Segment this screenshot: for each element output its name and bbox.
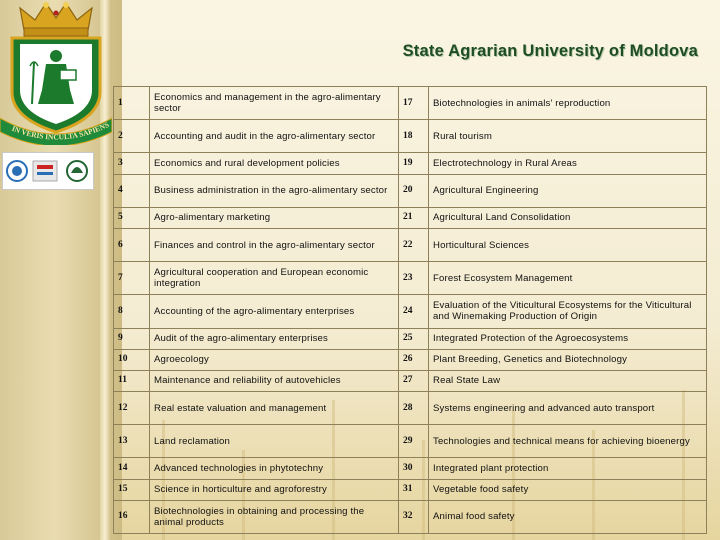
- program-name: Advanced technologies in phytotechny: [150, 458, 399, 479]
- program-name: Horticultural Sciences: [429, 228, 707, 261]
- program-name: Rural tourism: [429, 120, 707, 153]
- program-number: 2: [114, 120, 150, 153]
- program-number: 18: [399, 120, 429, 153]
- study-programs-body: [114, 87, 707, 534]
- program-number: 8: [114, 295, 150, 328]
- program-number: 20: [399, 174, 429, 207]
- partner-logos: [2, 152, 94, 190]
- program-number: 7: [114, 262, 150, 295]
- program-name: Forest Ecosystem Management: [429, 262, 707, 295]
- program-name: Biotechnologies in obtaining and processing the animal products: [150, 500, 399, 533]
- table-row: [114, 479, 707, 500]
- program-number: 28: [399, 392, 429, 425]
- program-number: 19: [399, 153, 429, 174]
- program-number: 31: [399, 479, 429, 500]
- program-number: 22: [399, 228, 429, 261]
- table-row: [114, 370, 707, 391]
- table-row: [114, 425, 707, 458]
- crown-icon: [20, 2, 92, 36]
- program-name: Plant Breeding, Genetics and Biotechnology: [429, 349, 707, 370]
- program-number: 30: [399, 458, 429, 479]
- program-number: 17: [399, 87, 429, 120]
- program-name: Agroecology: [150, 349, 399, 370]
- program-name: Economics and management in the agro-alimentary sector: [150, 87, 399, 120]
- program-name: Integrated Protection of the Agroecosystems: [429, 328, 707, 349]
- program-name: Electrotechnology in Rural Areas: [429, 153, 707, 174]
- program-name: Business administration in the agro-alimentary sector: [150, 174, 399, 207]
- program-name: Evaluation of the Viticultural Ecosystems for the Viticultural and Winemaking Production of Origin: [429, 295, 707, 328]
- study-programs-table: [113, 86, 707, 534]
- table-row: [114, 349, 707, 370]
- program-name: Technologies and technical means for achieving bioenergy: [429, 425, 707, 458]
- program-name: Land reclamation: [150, 425, 399, 458]
- program-name: Economics and rural development policies: [150, 153, 399, 174]
- table-row: [114, 458, 707, 479]
- program-number: 14: [114, 458, 150, 479]
- program-number: 21: [399, 207, 429, 228]
- program-number: 3: [114, 153, 150, 174]
- program-number: 13: [114, 425, 150, 458]
- table-row: [114, 120, 707, 153]
- program-name: Agricultural cooperation and European economic integration: [150, 262, 399, 295]
- program-number: 16: [114, 500, 150, 533]
- program-number: 11: [114, 370, 150, 391]
- university-emblem-icon: [0, 0, 112, 145]
- motto-text: IN VERIS INCULTA SAPIENS: [10, 119, 111, 142]
- program-name: Accounting of the agro-alimentary enterprises: [150, 295, 399, 328]
- program-number: 1: [114, 87, 150, 120]
- program-number: 32: [399, 500, 429, 533]
- table-row: [114, 262, 707, 295]
- program-name: Vegetable food safety: [429, 479, 707, 500]
- program-name: Agricultural Land Consolidation: [429, 207, 707, 228]
- program-name: Finances and control in the agro-alimentary sector: [150, 228, 399, 261]
- partner-logos-icon: [3, 153, 93, 189]
- program-name: Real estate valuation and management: [150, 392, 399, 425]
- program-number: 26: [399, 349, 429, 370]
- program-name: Maintenance and reliability of autovehicles: [150, 370, 399, 391]
- program-number: 24: [399, 295, 429, 328]
- table-row: [114, 500, 707, 533]
- program-name: Science in horticulture and agroforestry: [150, 479, 399, 500]
- table-row: [114, 87, 707, 120]
- program-name: Agricultural Engineering: [429, 174, 707, 207]
- program-number: 9: [114, 328, 150, 349]
- program-name: Real State Law: [429, 370, 707, 391]
- program-name: Biotechnologies in animals' reproduction: [429, 87, 707, 120]
- program-number: 23: [399, 262, 429, 295]
- program-number: 15: [114, 479, 150, 500]
- program-number: 5: [114, 207, 150, 228]
- table-row: [114, 392, 707, 425]
- program-name: Accounting and audit in the agro-alimentary sector: [150, 120, 399, 153]
- program-name: Agro-alimentary marketing: [150, 207, 399, 228]
- program-number: 29: [399, 425, 429, 458]
- program-number: 12: [114, 392, 150, 425]
- table-row: [114, 207, 707, 228]
- program-number: 10: [114, 349, 150, 370]
- program-name: Systems engineering and advanced auto transport: [429, 392, 707, 425]
- program-number: 6: [114, 228, 150, 261]
- table-row: [114, 295, 707, 328]
- table-row: [114, 153, 707, 174]
- program-name: Integrated plant protection: [429, 458, 707, 479]
- page-title: State Agrarian University of Moldova: [402, 42, 698, 60]
- table-row: [114, 174, 707, 207]
- program-name: Animal food safety: [429, 500, 707, 533]
- program-name: Audit of the agro-alimentary enterprises: [150, 328, 399, 349]
- table-row: [114, 328, 707, 349]
- program-number: 4: [114, 174, 150, 207]
- table-row: [114, 228, 707, 261]
- program-number: 25: [399, 328, 429, 349]
- program-number: 27: [399, 370, 429, 391]
